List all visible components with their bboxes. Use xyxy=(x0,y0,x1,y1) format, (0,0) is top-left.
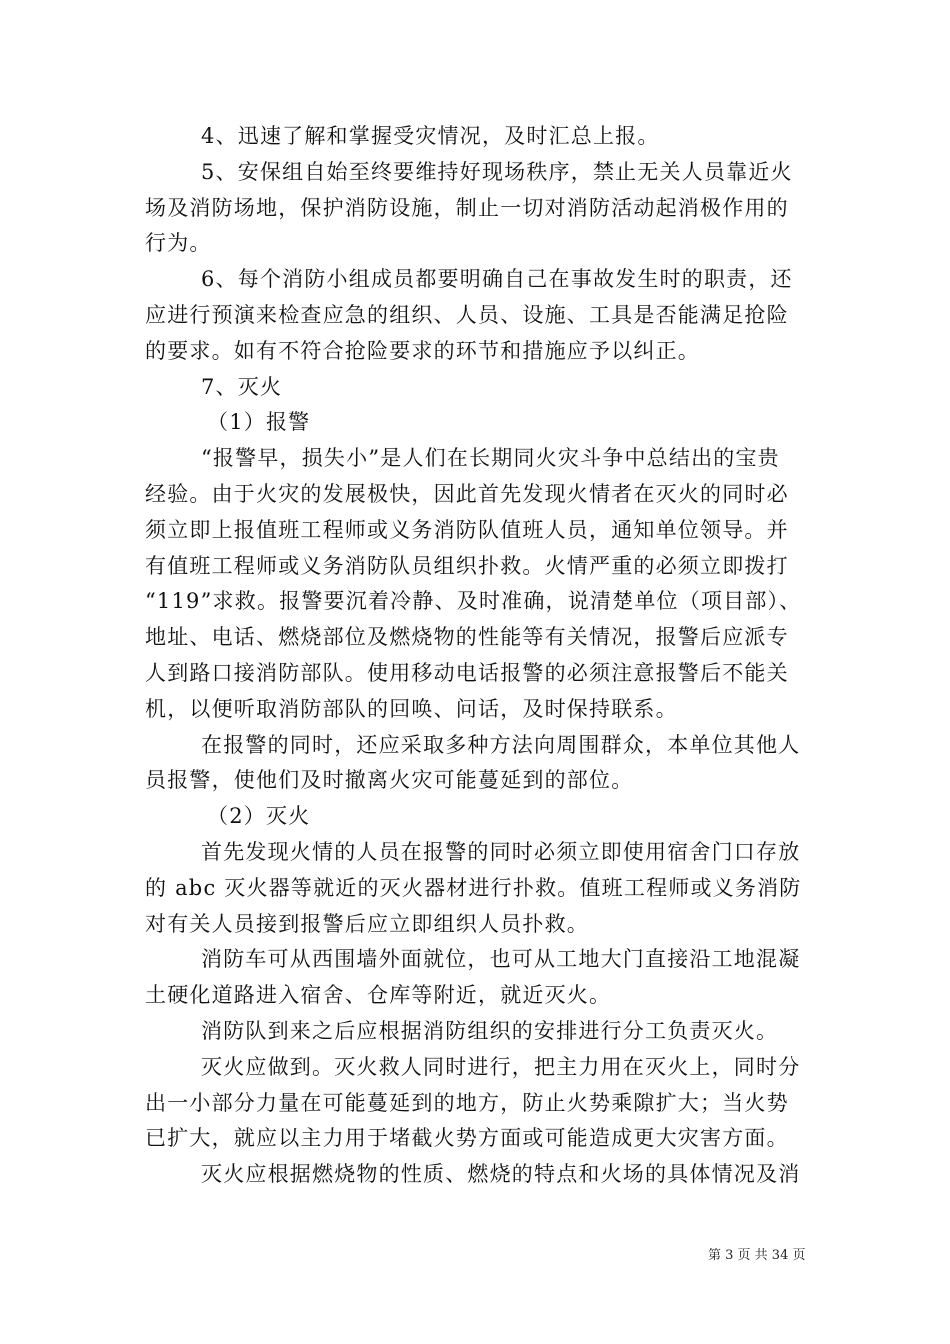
text-line: 土硬化道路进入宿舍、仓库等附近，就近灭火。 xyxy=(145,983,612,1008)
text-line: 机，以便听取消防部队的回唤、问话，及时保持联系。 xyxy=(145,696,678,721)
text-line: 出一小部分力量在可能蔓延到的地方，防止火势乘隙扩大；当火势 xyxy=(145,1090,789,1115)
text-line: 的 abc 灭火器等就近的灭火器材进行扑救。值班工程师或义务消防 xyxy=(145,875,802,900)
text-line: 有值班工程师或义务消防队员组织扑救。火情严重的必须立即拨打 xyxy=(145,553,789,578)
text-line: “报警早，损失小”是人们在长期同火灾斗争中总结出的宝贵 xyxy=(201,446,780,471)
text-line: 灭火应根据燃烧物的性质、燃烧的特点和火场的具体情况及消 xyxy=(201,1162,801,1187)
text-line: 的要求。如有不符合抢险要求的环节和措施应予以纠正。 xyxy=(145,338,700,363)
text-line: 灭火应做到。灭火救人同时进行，把主力用在灭火上，同时分 xyxy=(201,1054,801,1079)
text-line: 在报警的同时，还应采取多种方法向周围群众，本单位其他人 xyxy=(201,732,801,757)
page-footer: 第 3 页 共 34 页 xyxy=(708,1248,806,1263)
text-line: 地址、电话、燃烧部位及燃烧物的性能等有关情况，报警后应派专 xyxy=(145,625,789,650)
text-line: 场及消防场地，保护消防设施，制止一切对消防活动起消极作用的 xyxy=(145,195,789,220)
text-line: 已扩大，就应以主力用于堵截火势方面或可能造成更大灾害方面。 xyxy=(145,1126,789,1151)
text-line: 6、每个消防小组成员都要明确自己在事故发生时的职责，还 xyxy=(201,267,793,292)
text-line: “119”求救。报警要沉着冷静、及时准确，说清楚单位（项目部）、 xyxy=(145,589,802,614)
text-line: 对有关人员接到报警后应立即组织人员扑救。 xyxy=(145,911,589,936)
text-line: 行为。 xyxy=(145,231,212,256)
text-line: 4、迅速了解和掌握受灾情况，及时汇总上报。 xyxy=(201,124,660,148)
text-line: 经验。由于火灾的发展极快，因此首先发现火情者在灭火的同时必 xyxy=(145,481,789,506)
text-line: 5、安保组自始至终要维持好现场秩序，禁止无关人员靠近火 xyxy=(201,159,793,184)
text-line: 消防车可从西围墙外面就位，也可从工地大门直接沿工地混凝 xyxy=(201,947,801,972)
text-line: （1）报警 xyxy=(207,410,311,435)
text-line: 首先发现火情的人员在报警的同时必须立即使用宿舍门口存放 xyxy=(201,839,801,864)
text-line: （2）灭火 xyxy=(207,804,311,829)
text-line: 员报警，使他们及时撤离火灾可能蔓延到的部位。 xyxy=(145,768,634,793)
text-line: 须立即上报值班工程师或义务消防队值班人员，通知单位领导。并 xyxy=(145,517,789,542)
document-body xyxy=(145,119,835,1193)
text-line: 7、灭火 xyxy=(201,374,283,399)
text-line: 应进行预演来检查应急的组织、人员、设施、工具是否能满足抢险 xyxy=(145,302,789,327)
text-line: 消防队到来之后应根据消防组织的安排进行分工负责灭火。 xyxy=(201,1018,779,1043)
text-line: 人到路口接消防部队。使用移动电话报警的必须注意报警后不能关 xyxy=(145,660,789,685)
